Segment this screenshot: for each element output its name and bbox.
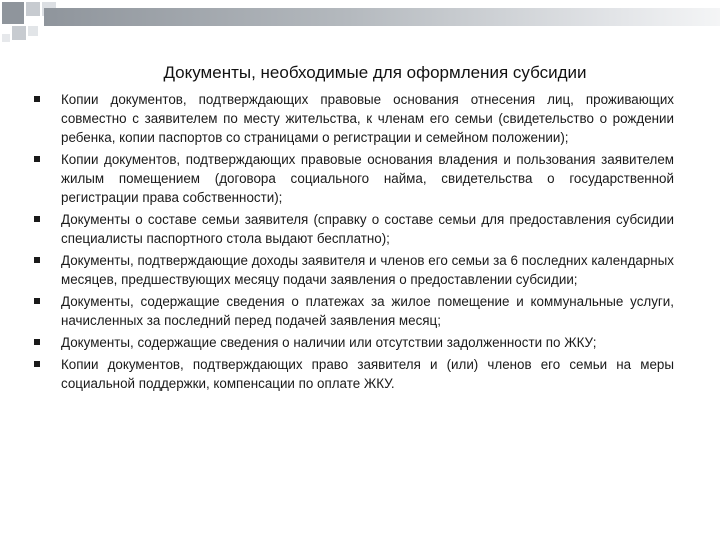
square-bullet-icon: [34, 96, 40, 102]
list-item-text: Документы, подтверждающие доходы заявителя и членов его семьи за 6 последних календарных месяцев, предшествующих месяцу подачи заявления о предоставлении субсидии;: [61, 253, 674, 287]
square-bullet-icon: [34, 298, 40, 304]
list-item: [34, 333, 674, 352]
decorative-square: [2, 2, 24, 24]
list-item-text: Документы, содержащие сведения о платежах за жилое помещение и коммунальные услуги, начисленных за последний перед подачей заявления месяц;: [61, 294, 674, 328]
square-bullet-icon: [34, 339, 40, 345]
list-item: [34, 90, 674, 147]
decorative-square: [2, 34, 10, 42]
list-item: [34, 292, 674, 330]
header-gradient-bar: [44, 8, 720, 26]
decorative-square: [28, 26, 38, 36]
square-bullet-icon: [34, 361, 40, 367]
document-list: [34, 90, 674, 396]
square-bullet-icon: [34, 257, 40, 263]
list-item-text: Документы, содержащие сведения о наличии или отсутствии задолженности по ЖКУ;: [61, 335, 597, 350]
slide-title: Документы, необходимые для оформления субсидии: [163, 63, 587, 82]
list-item-text: Копии документов, подтверждающих правовые основания владения и пользования заявителем жилым помещением (договора социального найма, свидетельства о государственной регистрации права собственности);: [61, 152, 674, 205]
decorative-square: [12, 26, 26, 40]
decorative-square: [26, 2, 40, 16]
list-item-text: Копии документов, подтверждающих право заявителя и (или) членов его семьи на меры социальной поддержки, компенсации по оплате ЖКУ.: [61, 357, 674, 391]
square-bullet-icon: [34, 156, 40, 162]
list-item: [34, 355, 674, 393]
square-bullet-icon: [34, 216, 40, 222]
list-item: [34, 210, 674, 248]
list-item: [34, 150, 674, 207]
list-item-text: Документы о составе семьи заявителя (справку о составе семьи для предоставления субсидии специалисты паспортного стола выдают бесплатно);: [61, 212, 674, 246]
list-item-text: Копии документов, подтверждающих правовые основания отнесения лиц, проживающих совместно с заявителем по месту жительства, к членам его семьи (свидетельство о рождении ребенка, копии паспортов со страницами о регистрации и семейном положении);: [61, 92, 674, 145]
list-item: [34, 251, 674, 289]
